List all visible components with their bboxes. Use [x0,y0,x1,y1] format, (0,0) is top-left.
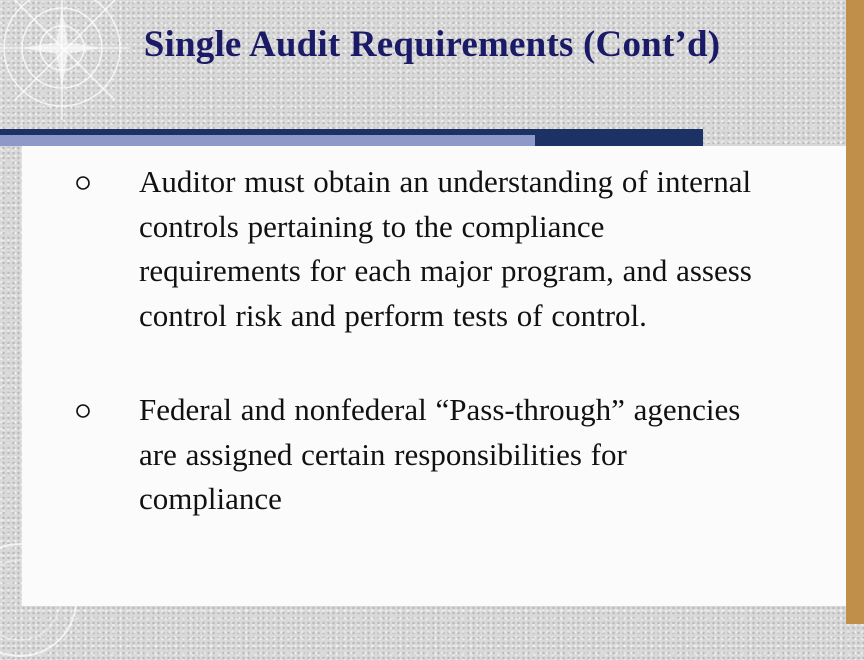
lavender-divider-bar [0,135,535,146]
hollow-circle-bullet-icon [75,175,91,191]
bullet-text: Auditor must obtain an understanding of internal controls pertaining to the compliance requirements for each major program, and assess control risk and perform tests of control. [139,164,752,333]
slide-title: Single Audit Requirements (Cont’d) [143,24,721,65]
hollow-circle-bullet-icon [75,403,91,419]
gold-side-bar [846,0,864,624]
bullet-text: Federal and nonfederal “Pass-through” agencies are assigned certain responsibilities for compliance [139,392,741,516]
